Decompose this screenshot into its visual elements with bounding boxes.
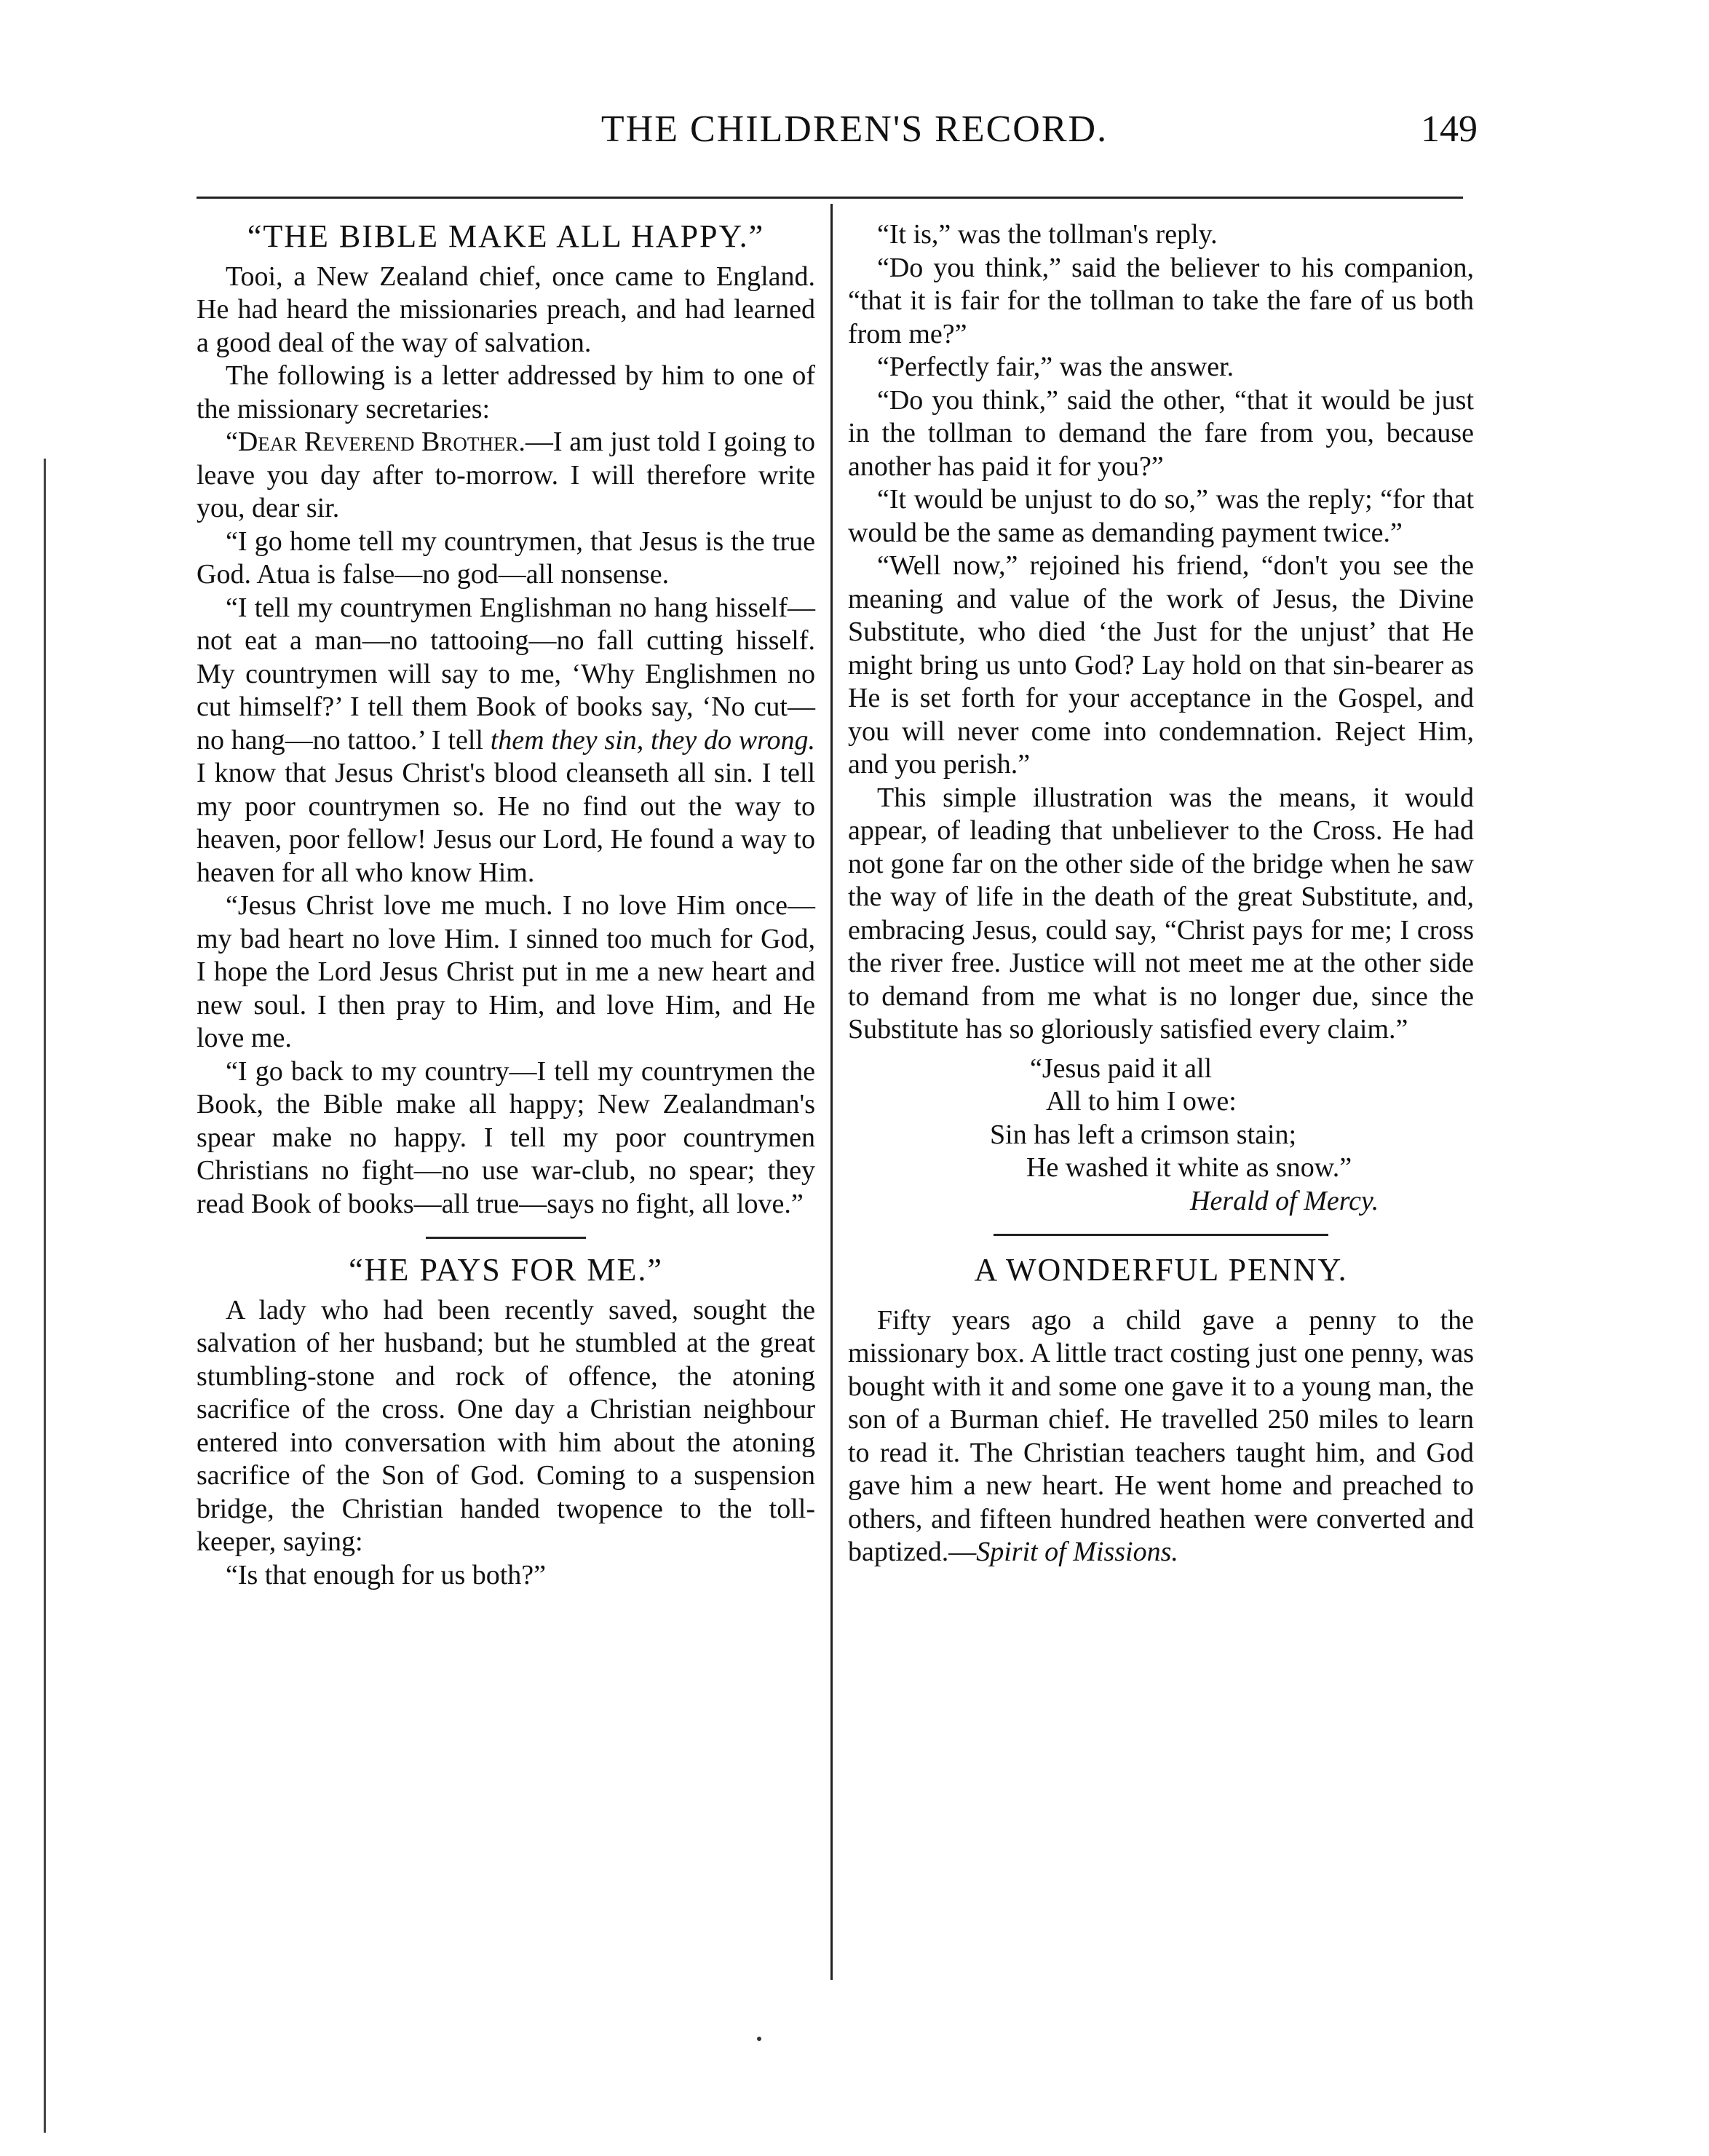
- letter-text: —I am just told I going to leave you day after to-morrow. I will therefore write you, dear sir.: [197, 427, 816, 523]
- text-run: I know that Jesus Christ's blood cleanseth all sin. I tell my poor countrymen so. He no find out the way to heaven, poor fellow! Jesus our Lord, He found a way to heaven for all who know Him.: [197, 758, 815, 888]
- paragraph: “Do you think,” said the believer to his companion, “that it is fair for the tollman to take the fare of us both from me?”: [848, 252, 1474, 349]
- article-title-penny: A WONDERFUL PENNY.: [974, 1252, 1348, 1288]
- italic-text: them they sin, they do wrong.: [490, 724, 816, 756]
- paragraph: “I go home tell my countrymen, that Jesus is the true God. Atua is false—no god—all nonsense.: [197, 526, 815, 590]
- page-number: 149: [1421, 108, 1478, 150]
- letter-opening: [197, 426, 815, 526]
- article-title-bible: “THE BIBLE MAKE ALL HAPPY.”: [247, 218, 765, 254]
- verse-line: He washed it white as snow.”: [1026, 1152, 1352, 1183]
- paragraph: “Perfectly fair,” was the answer.: [877, 352, 1234, 382]
- paragraph: “Jesus Christ love me much. I no love Him once—my bad heart no love Him. I sinned too much for God, I hope the Lord Jesus Christ put in me a new heart and new soul. I then pray to Him, and love Him, and He love me.: [197, 890, 815, 1053]
- paragraph: “It would be unjust to do so,” was the reply; “for that would be the same as demanding payment twice.”: [848, 484, 1474, 548]
- paragraph: [848, 1304, 1474, 1569]
- paragraph: “It is,” was the tollman's reply.: [877, 219, 1218, 250]
- paragraph: “Do you think,” said the other, “that it would be just in the tollman to demand the fare from you, because another has paid it for you?”: [848, 384, 1474, 482]
- article-title-pays: “HE PAYS FOR ME.”: [349, 1252, 663, 1288]
- paragraph: Tooi, a New Zealand chief, once came to England. He had heard the missionaries preach, and had learned a good deal of the way of salvation.: [197, 261, 815, 358]
- verse-line: Sin has left a crimson stain;: [990, 1119, 1297, 1150]
- margin-rule: [44, 459, 46, 2133]
- paragraph: This simple illustration was the means, it would appear, of leading that unbeliever to the Cross. He had not gone far on the other side of the bridge when he saw the way of life in the death of the great Substitute, and, embracing Jesus, could say, “Christ pays for me; I cross the river free. Justice will not meet me at the other side to demand from me what is no longer due, since the Substitute has so gloriously satisfied every claim.”: [848, 782, 1474, 1045]
- paragraph: [197, 592, 815, 890]
- paragraph: The following is a letter addressed by him to one of the missionary secretaries:: [197, 360, 815, 424]
- section-rule: [426, 1237, 586, 1239]
- paragraph: “Is that enough for us both?”: [226, 1559, 547, 1590]
- print-speck: [757, 2037, 761, 2041]
- running-title: THE CHILDREN'S RECORD.: [600, 108, 1109, 150]
- column-divider: [830, 204, 833, 1980]
- header-rule: [197, 197, 1463, 199]
- paragraph: “Well now,” rejoined his friend, “don't you see the meaning and value of the work of Jesus, the Divine Substitute, who died ‘the Just for the unjust’ that He might bring us unto God? Lay hold on that sin-bearer as He is set forth for your acceptance in the Gospel, and you will never come into condemnation. Reject Him, and you perish.”: [848, 550, 1474, 780]
- text-run: “I tell my countrymen Englishman no hang hisself—not eat a man—no tattooing—no fall cutting hisself. My countrymen will say to me, ‘Why Englishmen no cut himself?’ I tell them Book of books say, ‘No cut—no hang—no tattoo.’ I tell: [197, 592, 815, 756]
- source-attribution: Herald of Mercy.: [1190, 1185, 1379, 1216]
- right-column: [848, 218, 1474, 1569]
- hymn-verse: [848, 1053, 1474, 1218]
- paragraph: “I go back to my country—I tell my countrymen the Book, the Bible make all happy; New Zealandman's spear make no happy. I tell my poor countrymen Christians no fight—no use war-club, no spear; they read Book of books—all true—says no fight, all love.”: [197, 1055, 815, 1219]
- salutation: “Dear Reverend Brother.: [226, 427, 526, 457]
- section-rule: [994, 1234, 1328, 1236]
- verse-line: All to him I owe:: [1046, 1086, 1237, 1117]
- left-column: [197, 218, 815, 1592]
- text-run: Fifty years ago a child gave a penny to the missionary box. A little tract costing just one penny, was bought with it and some one gave it to a young man, the son of a Burman chief. He travelled 250 miles to learn to read it. The Christian teachers taught him, and God gave him a new heart. He went home and preached to others, and fifteen hundred heathen were converted and baptized.—: [848, 1304, 1474, 1567]
- verse-line: “Jesus paid it all: [1030, 1053, 1213, 1084]
- paragraph: A lady who had been recently saved, sought the salvation of her husband; but he stumbled at the great stumbling-stone and rock of offence, the atoning sacrifice of the cross. One day a Christian neighbour entered into conversation with him about the atoning sacrifice of the Son of God. Coming to a suspension bridge, the Christian handed twopence to the toll-keeper, saying:: [197, 1294, 815, 1557]
- source-attribution: Spirit of Missions.: [976, 1537, 1178, 1567]
